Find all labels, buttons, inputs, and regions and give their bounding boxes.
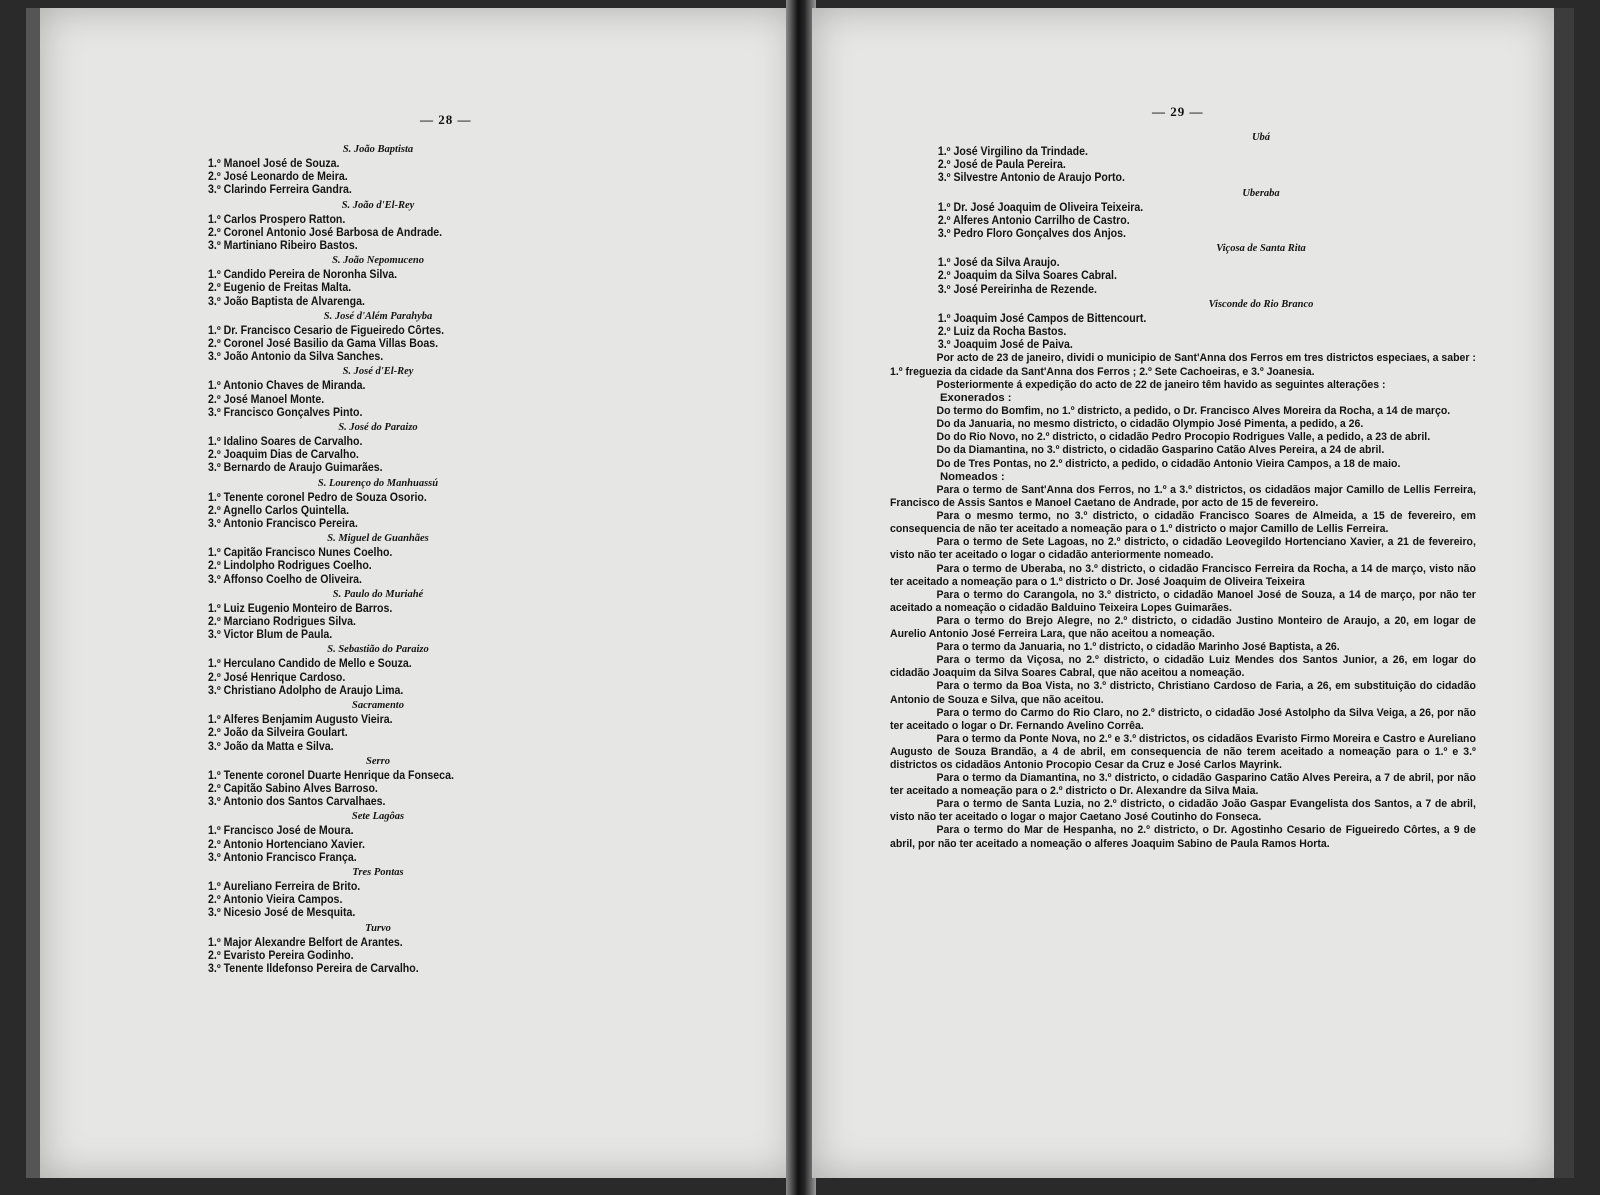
official-entry: 3.º Antonio Francisco Pereira. — [208, 518, 358, 531]
official-entry: 3.º Affonso Coelho de Oliveira. — [208, 573, 362, 586]
nomeado-entry: Para o termo da Boa Vista, no 3.º districto, Christiano Cardoso de Faria, a 26, em substituição do cidadão Antonio de Souza e Silva, que não aceitou. — [890, 680, 1476, 706]
place-heading: Uberaba — [1242, 187, 1280, 199]
official-entry: 3.º Nicesio José de Mesquita. — [208, 907, 356, 920]
official-entry: 3.º Tenente Ildefonso Pereira de Carvalho. — [208, 962, 419, 975]
official-entry: 1.º Dr. José Joaquim de Oliveira Teixeira. — [937, 201, 1144, 214]
official-entry: 1.º Tenente coronel Pedro de Souza Osorio. — [208, 491, 427, 504]
nomeado-entry: Para o termo do Carmo do Rio Claro, no 2.º districto, o cidadão José Astolpho da Silva Veiga, a 26, por não ter aceitado o logar o Dr. Fernando Avelino Corrêa. — [890, 706, 1476, 732]
place-group — [890, 188, 1482, 242]
place-heading: Visconde do Rio Branco — [1208, 298, 1314, 310]
place-group — [208, 200, 548, 254]
place-heading: Viçosa de Santa Rita — [1216, 243, 1306, 255]
place-group — [208, 700, 548, 754]
official-entry: 2.º Capitão Sabino Alves Barroso. — [208, 782, 378, 795]
officials-text — [890, 130, 1482, 851]
exonerados-heading: Exonerados : — [940, 391, 1012, 404]
place-heading: Sacramento — [352, 700, 404, 712]
place-group — [208, 867, 548, 921]
official-entry: 1.º Major Alexandre Belfort de Arantes. — [208, 936, 403, 949]
place-heading: S. José d'El-Rey — [342, 366, 414, 378]
place-group — [208, 422, 548, 476]
official-entry: 3.º Martiniano Ribeiro Bastos. — [208, 240, 358, 253]
official-entry: 2.º Joaquim da Silva Soares Cabral. — [937, 270, 1117, 283]
nomeado-entry: Para o termo da Diamantina, no 3.º districto, o cidadão Gasparino Catão Alves Pereira, a 7 de abril, por não ter aceitado a nomeação para o 2.º districto o Dr. Alexandre da Silva Maia. — [890, 772, 1476, 798]
official-entry: 1.º Tenente coronel Duarte Henrique da Fonseca. — [208, 769, 454, 782]
text-paragraph: Por acto de 23 de janeiro, dividi o municipio de Sant'Anna dos Ferros em tres districtos especiaes, a saber : 1.º freguezia da cidade da Sant'Anna dos Ferros ; 2.º Sete Cachoeiras, e 3.º Joanesia. — [890, 352, 1476, 378]
place-heading: S. Paulo do Muriahé — [332, 588, 424, 600]
nomeado-entry: Para o termo da Viçosa, no 2.º districto, o cidadão Luiz Mendes dos Santos Junior, a 26, em logar do cidadão Joaquim da Silva Soares Cabral, que não aceitou a nomeação. — [890, 654, 1476, 680]
place-heading: Turvo — [365, 922, 391, 934]
official-entry: 1.º Luiz Eugenio Monteiro de Barros. — [208, 602, 393, 615]
official-entry: 1.º Candido Pereira de Noronha Silva. — [208, 269, 398, 282]
nomeado-entry: Para o termo do Carangola, no 3.º districto, o cidadão Manoel José de Souza, a 14 de março, por não ter aceitado a nomeação o cidadão Balduino Teixeira Lopes Guimarães. — [890, 588, 1476, 614]
official-entry: 3.º Pedro Floro Gonçalves dos Anjos. — [937, 228, 1126, 241]
official-entry: 3.º José Pereirinha de Rezende. — [937, 283, 1097, 296]
place-heading: S. José d'Além Parahyba — [323, 310, 433, 322]
place-group — [208, 644, 548, 698]
official-entry: 2.º Antonio Vieira Campos. — [208, 894, 343, 907]
place-heading: S. João Baptista — [342, 144, 414, 155]
official-entry: 2.º José Leonardo de Meira. — [208, 171, 348, 184]
place-group — [890, 299, 1482, 353]
left-page — [26, 8, 796, 1178]
place-group — [208, 311, 548, 365]
official-entry: 2.º Joaquim Dias de Carvalho. — [208, 449, 359, 462]
official-entry: 3.º Christiano Adolpho de Araujo Lima. — [208, 684, 404, 697]
page-number: — 29 — — [1152, 104, 1204, 119]
official-entry: 2.º Lindolpho Rodrigues Coelho. — [208, 560, 372, 573]
place-group — [208, 756, 548, 810]
place-heading: Tres Pontas — [352, 866, 404, 878]
official-entry: 3.º Victor Blum de Paula. — [208, 629, 333, 642]
official-entry: 3.º João Baptista de Alvarenga. — [208, 295, 365, 308]
official-entry: 2.º José de Paula Pereira. — [937, 159, 1066, 172]
official-entry: 3.º Antonio Francisco França. — [208, 851, 357, 864]
official-entry: 2.º João da Silveira Goulart. — [208, 727, 348, 740]
place-group — [208, 923, 548, 977]
nomeado-entry: Para o termo do Brejo Alegre, no 2.º districto, o cidadão Justino Monteiro de Araujo, a 20, em logar de Aurelio Antonio José Ferreira Lara, que não aceitou a nomeação. — [890, 614, 1476, 641]
official-entry: 1.º Idalino Soares de Carvalho. — [208, 436, 363, 449]
official-entry: 1.º Manoel José de Souza. — [208, 158, 340, 170]
place-group — [890, 243, 1482, 297]
exonerado-entry: Do de Tres Pontas, no 2.º districto, a pedido, o cidadão Antonio Vieira Campos, a 18 de maio. — [936, 457, 1401, 470]
official-entry: 3.º Silvestre Antonio de Araujo Porto. — [937, 172, 1125, 185]
official-entry: 2.º Evaristo Pereira Godinho. — [208, 949, 354, 962]
official-entry: 3.º Francisco Gonçalves Pinto. — [208, 406, 363, 419]
place-heading: S. José do Paraizo — [338, 422, 418, 434]
place-group — [208, 533, 548, 587]
official-entry: 2.º José Manoel Monte. — [208, 393, 325, 406]
place-group — [208, 144, 548, 198]
official-entry: 3.º Antonio dos Santos Carvalhaes. — [208, 796, 386, 809]
official-entry: 1.º Herculano Candido de Mello e Souza. — [208, 658, 412, 671]
official-entry: 1.º Antonio Chaves de Miranda. — [208, 380, 366, 393]
official-entry: 3.º João da Matta e Silva. — [208, 740, 334, 753]
place-heading: Sete Lagôas — [351, 811, 405, 823]
place-group — [208, 255, 548, 309]
official-entry: 2.º Antonio Hortenciano Xavier. — [208, 838, 365, 851]
nomeado-entry: Para o termo de Sete Lagoas, no 2.º districto, o cidadão Leovegildo Hortenciano Xavier, a 21 de fevereiro, visto não ter aceitado o logar o cidadão anteriormente nomeado. — [890, 536, 1476, 562]
place-group — [208, 478, 548, 532]
official-entry: 1.º Carlos Prospero Ratton. — [208, 213, 346, 226]
place-heading: S. Lourenço do Manhuassú — [317, 477, 439, 489]
official-entry: 2.º Alferes Antonio Carrilho de Castro. — [937, 214, 1130, 227]
place-heading: S. Miguel de Guanhães — [327, 533, 429, 545]
official-entry: 1.º Francisco José de Moura. — [208, 825, 354, 838]
nomeado-entry: Para o termo de Santa Luzia, no 2.º districto, o cidadão João Gaspar Evangelista dos Santos, a 7 de abril, visto não ter aceitado o logar o major Caetano José Coutinho do Fonseca. — [890, 798, 1476, 824]
official-entry: 1.º Dr. Francisco Cesario de Figueiredo Côrtes. — [208, 324, 445, 337]
official-entry: 2.º Coronel Antonio José Barbosa de Andrade. — [208, 226, 443, 239]
place-group — [208, 811, 548, 865]
official-entry: 2.º Coronel José Basilio da Gama Villas Boas. — [208, 338, 439, 351]
nomeado-entry: Para o mesmo termo, no 3.º districto, o cidadão Francisco Soares de Almeida, a 15 de fevereiro, em consequencia de não ter aceitado a nomeação para o 1.º districto o major Camillo de Lellis Ferreira. — [890, 510, 1476, 536]
official-entry: 3.º João Antonio da Silva Sanches. — [208, 351, 384, 364]
page-number: — 28 — — [420, 112, 472, 127]
exonerado-entry: Do da Diamantina, no 3.º districto, o cidadão Gasparino Catão Alves Pereira, a 24 de abril. — [936, 444, 1385, 457]
place-heading: S. João Nepomuceno — [332, 255, 424, 267]
exonerado-entry: Do do Rio Novo, no 2.º districto, o cidadão Pedro Procopio Rodrigues Valle, a pedido, a 23 de abril. — [936, 431, 1431, 444]
official-entry: 2.º José Henrique Cardoso. — [208, 671, 346, 684]
official-entry: 2.º Marciano Rodrigues Silva. — [208, 616, 356, 629]
nomeados-heading: Nomeados : — [940, 470, 1005, 483]
place-heading: S. João d'El-Rey — [341, 199, 415, 211]
place-heading: S. Sebastião do Paraizo — [327, 644, 429, 656]
nomeado-entry: Para o termo da Ponte Nova, no 2.º e 3.º districtos, os cidadãos Evaristo Firmo Moreira e Castro e Aureliano Augusto de Souza Brandão, a 4 de abril, em consequencia de não terem aceitado a nomeação para o 1.º e 3.º districtos os cidadãos Antonio Procopio Cesar da Cruz e José Carlos Mayrink. — [890, 732, 1476, 771]
place-group — [208, 589, 548, 643]
official-entry: 1.º José da Silva Araujo. — [937, 257, 1060, 270]
place-group — [890, 132, 1482, 186]
exonerado-entry: Do da Januaria, no mesmo districto, o cidadão Olympio José Pimenta, a pedido, a 26. — [936, 418, 1364, 431]
official-entry: 3.º Clarindo Ferreira Gandra. — [208, 184, 352, 197]
official-entry: 2.º Agnello Carlos Quintella. — [208, 504, 350, 517]
official-entry: 1.º Joaquim José Campos de Bittencourt. — [937, 312, 1147, 325]
exonerado-entry: Do termo do Bomfim, no 1.º districto, a pedido, o Dr. Francisco Alves Moreira da Rocha, a 14 de março. — [936, 405, 1451, 418]
official-entry: 1.º Aureliano Ferreira de Brito. — [208, 880, 361, 893]
officials-list — [208, 142, 548, 976]
official-entry: 2.º Luiz da Rocha Bastos. — [937, 326, 1067, 339]
nomeado-entry: Para o termo do Mar de Hespanha, no 2.º districto, o Dr. Agostinho Cesario de Figueiredo Côrtes, a 9 de abril, por não ter aceitado a nomeação o alferes Joaquim Sabino de Paula Ramos Horta. — [890, 824, 1476, 850]
text-paragraph: Posteriormente á expedição do acto de 22 de janeiro têm havido as seguintes alterações : — [936, 378, 1386, 391]
nomeado-entry: Para o termo de Sant'Anna dos Ferros, no 1.º a 3.º districtos, os cidadãos major Camillo de Lellis Ferreira, Francisco de Assis Santos e Manoel Caetano de Andrade, por acto de 15 de fevereiro. — [890, 484, 1476, 510]
official-entry: 1.º José Virgilino da Trindade. — [937, 146, 1088, 158]
place-heading: Serro — [366, 755, 390, 767]
official-entry: 3.º Bernardo de Araujo Guimarães. — [208, 462, 383, 475]
official-entry: 1.º Capitão Francisco Nunes Coelho. — [208, 547, 393, 560]
place-group — [208, 366, 548, 420]
official-entry: 1.º Alferes Benjamim Augusto Vieira. — [208, 714, 393, 727]
nomeado-entry: Para o termo da Januaria, no 1.º districto, o cidadão Marinho José Baptista, a 26. — [936, 641, 1340, 654]
place-heading: Ubá — [1251, 132, 1271, 143]
nomeado-entry: Para o termo de Uberaba, no 3.º districto, o cidadão Francisco Ferreira da Rocha, a 14 de março, visto não ter aceitado a nomeação para o 1.º districto o Dr. José Joaquim de Oliveira Teixeira — [890, 562, 1476, 588]
official-entry: 3.º Joaquim José de Paiva. — [937, 339, 1073, 352]
official-entry: 2.º Eugenio de Freitas Malta. — [208, 282, 352, 295]
right-page — [812, 8, 1574, 1178]
